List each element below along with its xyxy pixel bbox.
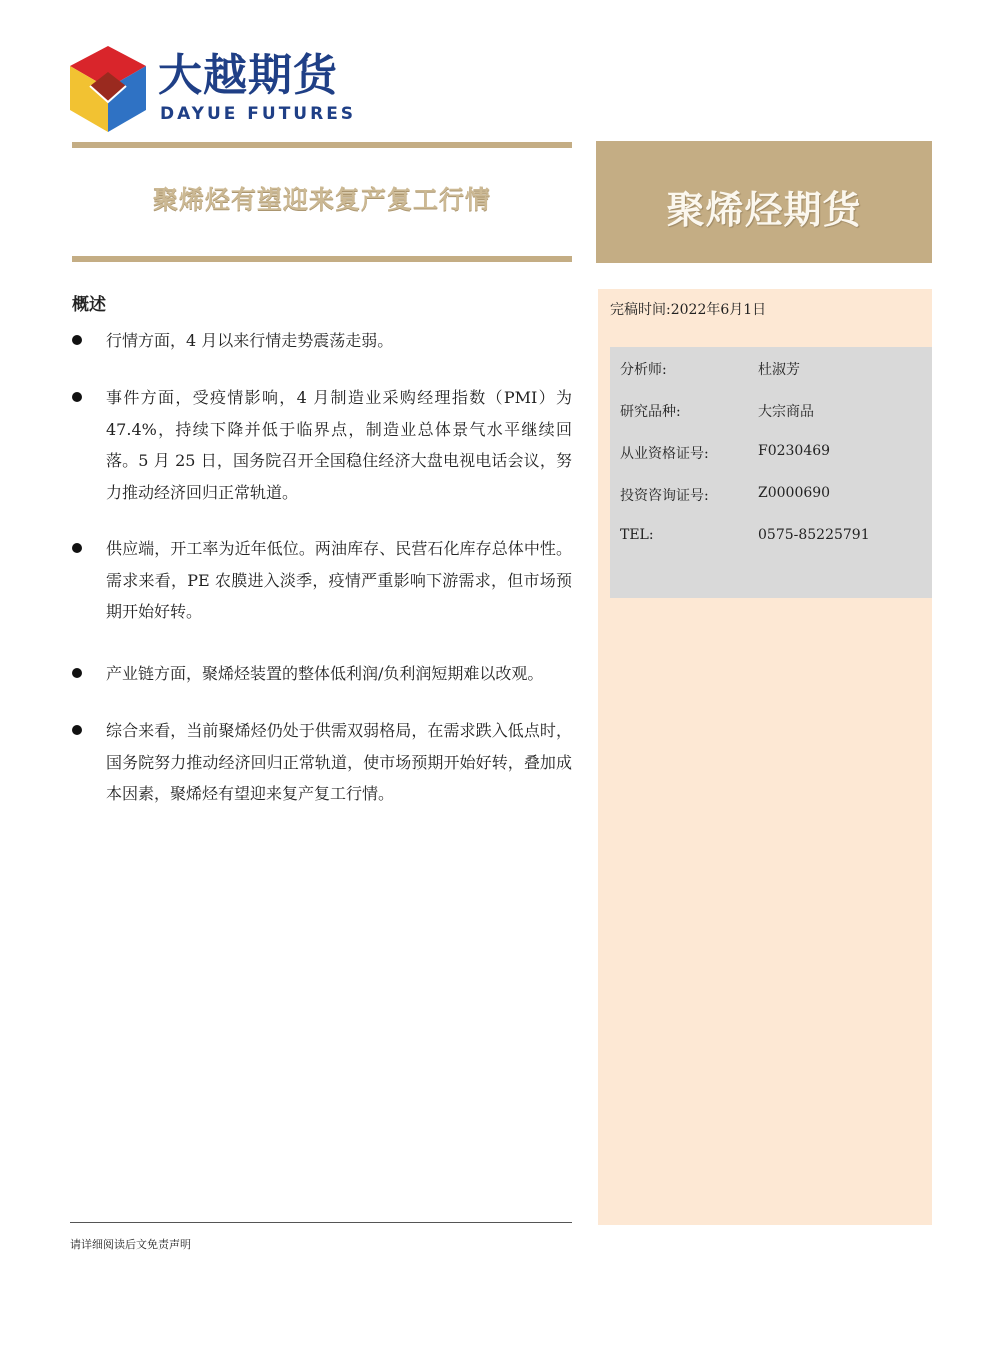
summary-item-text: 供应端，开工率为近年低位。两油库存、民营石化库存总体中性。需求来看，PE 农膜进入淡季，疫情严重影响下游需求，但市场预期开始好转。 [106,539,572,621]
consulting-cert-label: 投资咨询证号: [620,488,709,504]
disclaimer-note: 请详细阅读后文免责声明 [70,1238,191,1251]
category-banner [596,141,932,263]
summary-item-text: 产业链方面，聚烯烃装置的整体低利润/负利润短期难以改观。 [106,664,544,683]
bullet-icon [72,543,82,553]
footer-divider [70,1222,572,1223]
qualification-value: F0230469 [758,443,831,459]
research-type-value: 大宗商品 [758,404,814,420]
report-title: 聚烯烃有望迎来复产复工行情 [152,185,491,214]
summary-item-text: 行情方面，4 月以来行情走势震荡走弱。 [106,331,394,350]
bullet-icon [72,668,82,678]
summary-item-text: 综合来看，当前聚烯烃仍处于供需双弱格局，在需求跌入低点时，国务院努力推动经济回归正常轨道，使市场预期开始好转，叠加成本因素，聚烯烃有望迎来复产复工行情。 [106,721,572,803]
dayue-logo-icon [70,46,146,132]
analyst-info-box [610,347,932,598]
tel-value: 0575-85225791 [758,527,870,543]
bullet-icon [72,392,82,402]
research-type-label: 研究品种: [620,404,681,420]
title-rule-top [72,142,572,148]
info-sidebar [598,289,932,1225]
analyst-value: 杜淑芳 [758,362,800,378]
completion-date: 完稿时间:2022年6月1日 [610,302,767,318]
summary-heading: 概述 [72,295,106,315]
bullet-icon [72,335,82,345]
company-logo [70,46,370,136]
category-title: 聚烯烃期货 [666,188,862,232]
brand-name-en: DAYUE FUTURES [160,104,357,124]
bullet-icon [72,725,82,735]
qualification-label: 从业资格证号: [620,446,709,462]
consulting-cert-value: Z0000690 [758,485,831,501]
summary-item-text: 事件方面，受疫情影响，4 月制造业采购经理指数（PMI）为 47.4%，持续下降并低于临界点，制造业总体景气水平继续回落。5 月 25 日，国务院召开全国稳住经济大盘电视电话会议，努力推动经济回归正常轨道。 [106,388,572,502]
tel-label: TEL: [620,527,654,543]
title-rule-bottom [72,256,572,262]
analyst-label: 分析师: [620,362,667,378]
brand-name-cn: 大越期货 [158,50,338,101]
